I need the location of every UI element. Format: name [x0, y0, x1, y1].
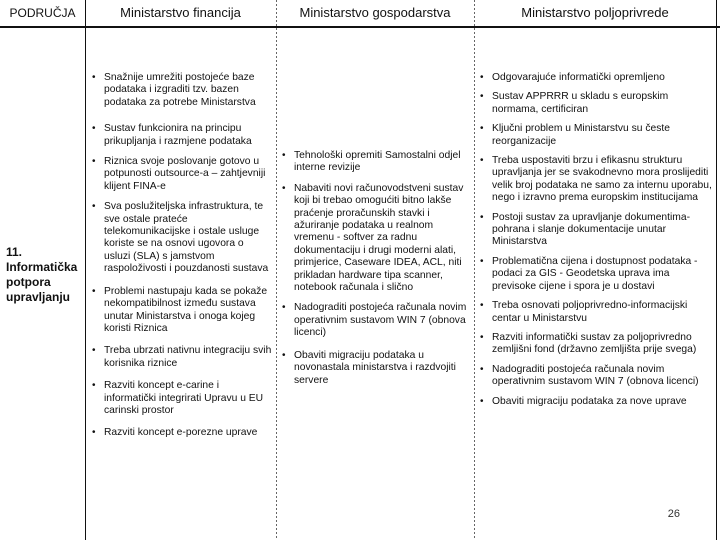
list-item: [478, 123, 712, 148]
list-item: [90, 156, 272, 193]
bullet-icon: •: [92, 201, 96, 213]
list-item: [478, 364, 712, 389]
list-item: [90, 201, 272, 275]
list-item: [280, 150, 470, 175]
list-item-text: Razviti koncept e-carine i informatički integrirati Upravu u EU carinski prostor: [104, 380, 264, 416]
column-divider: [474, 0, 475, 540]
list-item-text: Riznica svoje poslovanje gotovo u potpunosti outsource-a – zahtjevniji klijent FINA-e: [104, 156, 266, 192]
bullet-icon: •: [92, 123, 96, 135]
list-item-text: Ključni problem u Ministarstvu su česte reorganizacije: [492, 123, 670, 147]
list-item: [90, 427, 272, 439]
bullet-icon: •: [92, 345, 96, 357]
list-item-text: Razviti informatički sustav za poljoprivredno zemljišni fond (državno zemljišta prije svega): [492, 331, 697, 356]
bullet-icon: •: [480, 255, 484, 267]
header-podrucja: PODRUČJA: [9, 6, 76, 20]
header-ministarstvo-poljoprivrede: Ministarstvo poljoprivrede: [521, 5, 669, 20]
bullet-icon: •: [480, 72, 484, 83]
header-ministarstvo-gospodarstva: Ministarstvo gospodarstva: [299, 5, 451, 20]
list-item-text: Treba uspostaviti brzu i efikasnu strukturu upravljanja jer se svakodnevno mora proslijediti velik broj podataka ne samo za internu uporabu, nego i izravno prema europskim institucijama: [492, 155, 712, 204]
list-item: [478, 155, 712, 205]
list-item: [280, 350, 470, 387]
table-header: [0, 0, 720, 28]
bullet-icon: •: [282, 150, 286, 161]
list-item: [280, 302, 470, 339]
list-item-text: Tehnološki opremiti Samostalni odjel interne revizije: [294, 150, 461, 174]
bullet-icon: •: [282, 182, 286, 194]
bullet-icon: •: [92, 72, 96, 83]
bullet-icon: •: [480, 91, 484, 103]
list-item-text: Sustav funkcionira na principu prikupljanja i razmjene podataka: [104, 123, 252, 147]
bullet-icon: •: [480, 155, 484, 167]
column-divider: [276, 0, 277, 540]
list-item-text: Snažnije umrežiti postojeće baze podataka i izgraditi tzv. bazen podataka za potrebe Ministarstva: [104, 72, 256, 108]
header-ministarstvo-financija: Ministarstvo financija: [120, 5, 241, 20]
list-item-text: Nadograditi postojeća računala novim operativnim sustavom WIN 7 (obnova licenci): [492, 363, 699, 388]
list-item-text: Obaviti migraciju podataka u novonastala ministarstva i razdvojiti servere: [294, 349, 456, 386]
list-item-text: Nabaviti novi računovodstveni sustav koji bi trebao omogućiti bitno lakše praćenje proračunskih stavki i ažuriranje podataka u realnom vremenu - softver za radnu dokumentaciju i drugi moderni alati, primjerice, Caseware IDEA, ACL, niti prikladan hardware tipa scanner, notebook računala i slično: [294, 182, 464, 294]
list-item: [478, 212, 712, 249]
list-item-text: Postoji sustav za upravljanje dokumentima- pohrana i slanje dokumentacije unutar Ministarstva: [492, 211, 691, 248]
list-item: [90, 123, 272, 148]
list-item-text: Problematična cijena i dostupnost podataka - podaci za GIS - Geodetska uprava ima previsoke cijene i spora je u dostavi: [492, 255, 698, 292]
bullet-icon: •: [92, 380, 96, 392]
list-item: [478, 72, 712, 84]
bullet-icon: •: [282, 349, 286, 361]
bullet-icon: •: [480, 395, 484, 407]
bullet-icon: •: [92, 427, 96, 439]
list-item: [90, 380, 272, 417]
list-item-text: Razviti koncept e-porezne uprave: [104, 427, 258, 439]
list-item-text: Treba ubrzati nativnu integraciju svih korisnika riznice: [104, 345, 272, 369]
list-item-text: Treba osnovati poljoprivredno-informacijski centar u Ministarstvu: [492, 300, 688, 324]
page-right-border: [716, 0, 717, 540]
list-item: [478, 300, 712, 325]
list-item: [478, 256, 712, 293]
bullet-icon: •: [92, 285, 96, 297]
list-item-text: Sva poslužiteljska infrastruktura, te sve ostale prateće telekomunikacijske i ostale usluge koriste se na osnovi ugovora o usluzi (SLA) s jamstvom raspoloživosti i pouzdanosti sustava: [104, 201, 269, 275]
list-item-text: Obaviti migraciju podataka za nove uprave: [492, 395, 687, 407]
bullet-icon: •: [480, 363, 484, 375]
list-item-text: Nadograditi postojeća računala novim operativnim sustavom WIN 7 (obnova licenci): [294, 302, 467, 339]
bullet-icon: •: [480, 331, 484, 343]
bullet-icon: •: [480, 123, 484, 135]
list-item: [280, 183, 470, 295]
list-item-text: Odgovarajuće informatički opremljeno: [492, 72, 665, 83]
bullet-icon: •: [92, 156, 96, 168]
list-item-text: Problemi nastupaju kada se pokaže nekompatibilnost između sustava unutar Ministarstva i onoga kojeg koristi Riznica: [104, 285, 268, 334]
bullet-icon: •: [480, 211, 484, 223]
row-label: 11. Informatička potpora upravljanju: [6, 245, 78, 304]
list-item: [478, 332, 712, 357]
list-item: [478, 91, 712, 116]
page-number: 26: [667, 508, 680, 520]
list-item: [90, 286, 272, 336]
bullet-icon: •: [282, 302, 286, 314]
ministarstvo-poljoprivrede-list: [478, 72, 712, 408]
ministarstvo-gospodarstva-list: [280, 150, 470, 387]
list-item-text: Sustav APPRRR u skladu s europskim normama, certificiran: [492, 91, 669, 115]
ministarstvo-financija-list: [90, 72, 272, 440]
list-item: [90, 72, 272, 109]
bullet-icon: •: [480, 300, 484, 312]
list-item: [478, 396, 712, 408]
list-item: [90, 345, 272, 370]
